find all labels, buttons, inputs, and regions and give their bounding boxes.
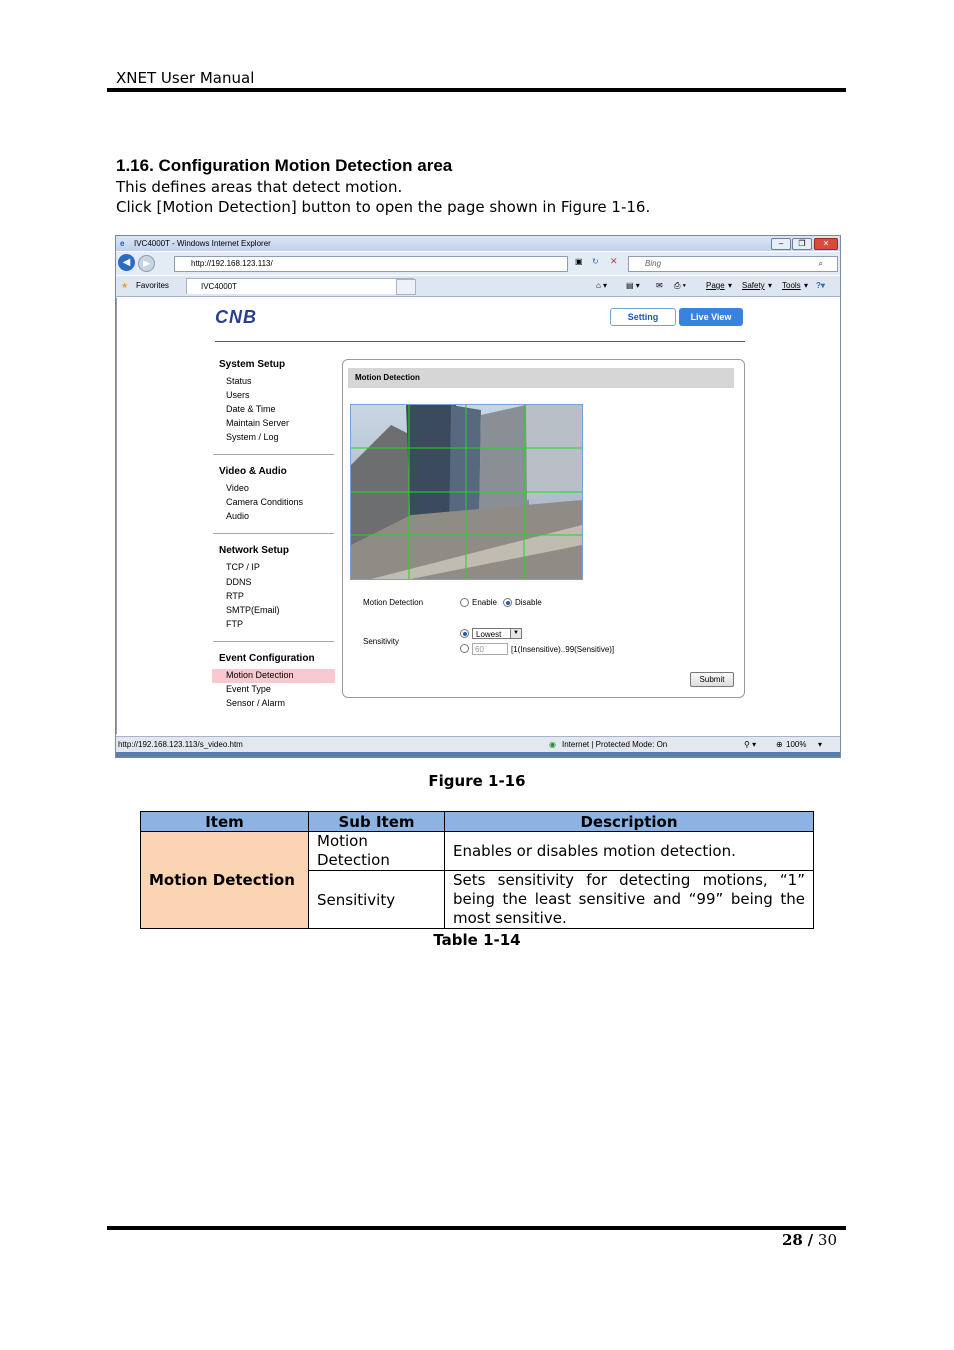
page-number: 28 / 30: [781, 1231, 837, 1249]
cnb-logo: CNB: [215, 307, 257, 327]
menu-item-maintain-server[interactable]: Maintain Server: [226, 418, 290, 428]
menu-item-event-type[interactable]: Event Type: [226, 684, 271, 694]
favorites-button[interactable]: Favorites: [136, 281, 169, 290]
menu-item-date-time[interactable]: Date & Time: [226, 404, 276, 414]
feeds-icon[interactable]: ▤ ▾: [626, 281, 640, 290]
menu-item-rtp[interactable]: RTP: [226, 591, 244, 601]
minimize-icon[interactable]: –: [771, 238, 791, 250]
ie-logo-icon: e: [120, 239, 125, 248]
radio-icon: [460, 644, 469, 653]
setting-button[interactable]: Setting: [610, 308, 676, 326]
print-icon[interactable]: ⎙ ▾: [674, 281, 686, 290]
table-header: Sub Item: [309, 812, 445, 832]
section-title: 1.16. Configuration Motion Detection area: [116, 156, 453, 175]
enable-radio[interactable]: Enable: [460, 598, 497, 607]
table-desc-cell: Enables or disables motion detection.: [445, 832, 814, 871]
table-header-row: [141, 812, 814, 832]
figure-caption: Figure 1-16: [428, 772, 526, 790]
menu-item-ddns[interactable]: DDNS: [226, 577, 252, 587]
sensitivity-preset-radio[interactable]: [460, 629, 472, 638]
menu-item-tcp-ip[interactable]: TCP / IP: [226, 562, 260, 572]
submit-button[interactable]: Submit: [690, 672, 734, 687]
manual-title: XNET User Manual: [116, 69, 255, 87]
help-icon[interactable]: ?▾: [816, 281, 825, 290]
menu-event-configuration: Event Configuration: [219, 653, 315, 664]
footer-rule: [107, 1226, 846, 1230]
radio-selected-icon: [503, 598, 512, 607]
taskbar: [116, 752, 840, 757]
sensitivity-range: [1(Insensitive)..99(Sensitive)]: [511, 645, 615, 654]
menu-separator: [213, 641, 334, 642]
zoom-icon: ⊕: [776, 740, 783, 749]
status-url: http://192.168.123.113/s_video.htm: [118, 740, 243, 749]
motion-detection-panel: [342, 359, 745, 698]
menu-video-audio: Video & Audio: [219, 466, 287, 477]
radio-selected-icon: [460, 629, 469, 638]
body-line-1: This defines areas that detect motion.: [116, 178, 403, 196]
menu-item-smtp[interactable]: SMTP(Email): [226, 605, 280, 615]
description-table: [140, 811, 814, 929]
search-icon[interactable]: ⌕: [818, 259, 823, 268]
menu-item-status[interactable]: Status: [226, 376, 252, 386]
sensitivity-custom-radio[interactable]: [460, 644, 472, 653]
radio-icon: [460, 598, 469, 607]
menu-item-ftp[interactable]: FTP: [226, 619, 243, 629]
sensitivity-value-input[interactable]: 60: [472, 643, 508, 655]
header-rule: [107, 88, 846, 92]
back-icon[interactable]: ◀: [118, 254, 135, 271]
close-icon[interactable]: ✕: [814, 238, 838, 250]
home-icon[interactable]: ⌂ ▾: [596, 281, 608, 290]
table-header: Item: [141, 812, 309, 832]
tools-menu[interactable]: Tools: [782, 281, 801, 290]
browser-tab[interactable]: IVC4000T: [186, 278, 414, 294]
address-url: http://192.168.123.113/: [191, 259, 273, 268]
table-caption: Table 1-14: [433, 931, 521, 949]
table-item-cell: Motion Detection: [141, 832, 309, 929]
address-input[interactable]: [174, 256, 568, 272]
sensitivity-select[interactable]: Lowest ▼: [472, 628, 522, 639]
menu-system-setup: System Setup: [219, 359, 286, 370]
compat-icon[interactable]: ▣: [575, 257, 583, 266]
forward-icon[interactable]: ▶: [138, 255, 155, 272]
table-sub-cell: Motion Detection: [309, 832, 445, 871]
menu-item-audio[interactable]: Audio: [226, 511, 250, 521]
globe-icon: ◉: [549, 740, 556, 749]
status-zone: Internet | Protected Mode: On: [562, 740, 668, 749]
menu-item-sensor-alarm[interactable]: Sensor / Alarm: [226, 698, 286, 708]
page-header-rule: [215, 341, 745, 342]
new-tab-button[interactable]: [396, 279, 416, 295]
zoom-level[interactable]: 100%: [786, 740, 807, 749]
disable-radio[interactable]: Disable: [503, 598, 542, 607]
panel-title: Motion Detection: [348, 368, 734, 388]
refresh-icon[interactable]: ↻: [592, 257, 599, 266]
page-menu[interactable]: Page: [706, 281, 725, 290]
web-page: [116, 298, 839, 734]
table-sub-cell: Sensitivity: [309, 871, 445, 929]
live-view-button[interactable]: Live View: [679, 308, 743, 326]
browser-screenshot: [115, 235, 841, 758]
table-row: [141, 832, 814, 871]
status-bar: [116, 736, 840, 752]
address-bar-row: [116, 252, 840, 275]
window-title: IVC4000T - Windows Internet Explorer: [134, 239, 271, 248]
camera-image: [351, 405, 582, 579]
menu-item-motion-detection[interactable]: Motion Detection: [226, 670, 294, 680]
menu-item-camera-conditions[interactable]: Camera Conditions: [226, 497, 304, 507]
restore-icon[interactable]: ❐: [792, 238, 812, 250]
table-desc-cell: Sets sensitivity for detecting motions, “1” being the least sensitive and “99” being the most sensitive.: [445, 871, 814, 929]
zoom-chevron-icon[interactable]: ▾: [818, 740, 823, 749]
chevron-down-icon: ▼: [510, 629, 521, 638]
safety-menu[interactable]: Safety: [742, 281, 765, 290]
star-icon: ★: [121, 281, 129, 290]
stop-icon[interactable]: ✕: [610, 256, 618, 266]
body-line-2: Click [Motion Detection] button to open the page shown in Figure 1-16.: [116, 198, 651, 216]
window-titlebar: [116, 236, 840, 251]
menu-item-users[interactable]: Users: [226, 390, 250, 400]
table-header: Description: [445, 812, 814, 832]
search-input[interactable]: Bing ⌕: [628, 256, 838, 272]
security-icon[interactable]: ⚲ ▾: [744, 740, 757, 749]
menu-item-system-log[interactable]: System / Log: [226, 432, 279, 442]
sensitivity-label: Sensitivity: [363, 637, 400, 646]
mail-icon[interactable]: ✉: [656, 281, 663, 290]
favorites-bar: ★ Favorites IVC4000T ⌂ ▾ ▤ ▾ ✉ ⎙ ▾ Page ▾ Safety ▾ Tools ▾ ?▾: [116, 276, 840, 297]
camera-preview[interactable]: [350, 404, 583, 580]
menu-item-video[interactable]: Video: [226, 483, 249, 493]
menu-separator: [213, 533, 334, 534]
menu-separator: [213, 454, 334, 455]
motion-detection-label: Motion Detection: [363, 598, 424, 607]
menu-network-setup: Network Setup: [219, 545, 290, 556]
